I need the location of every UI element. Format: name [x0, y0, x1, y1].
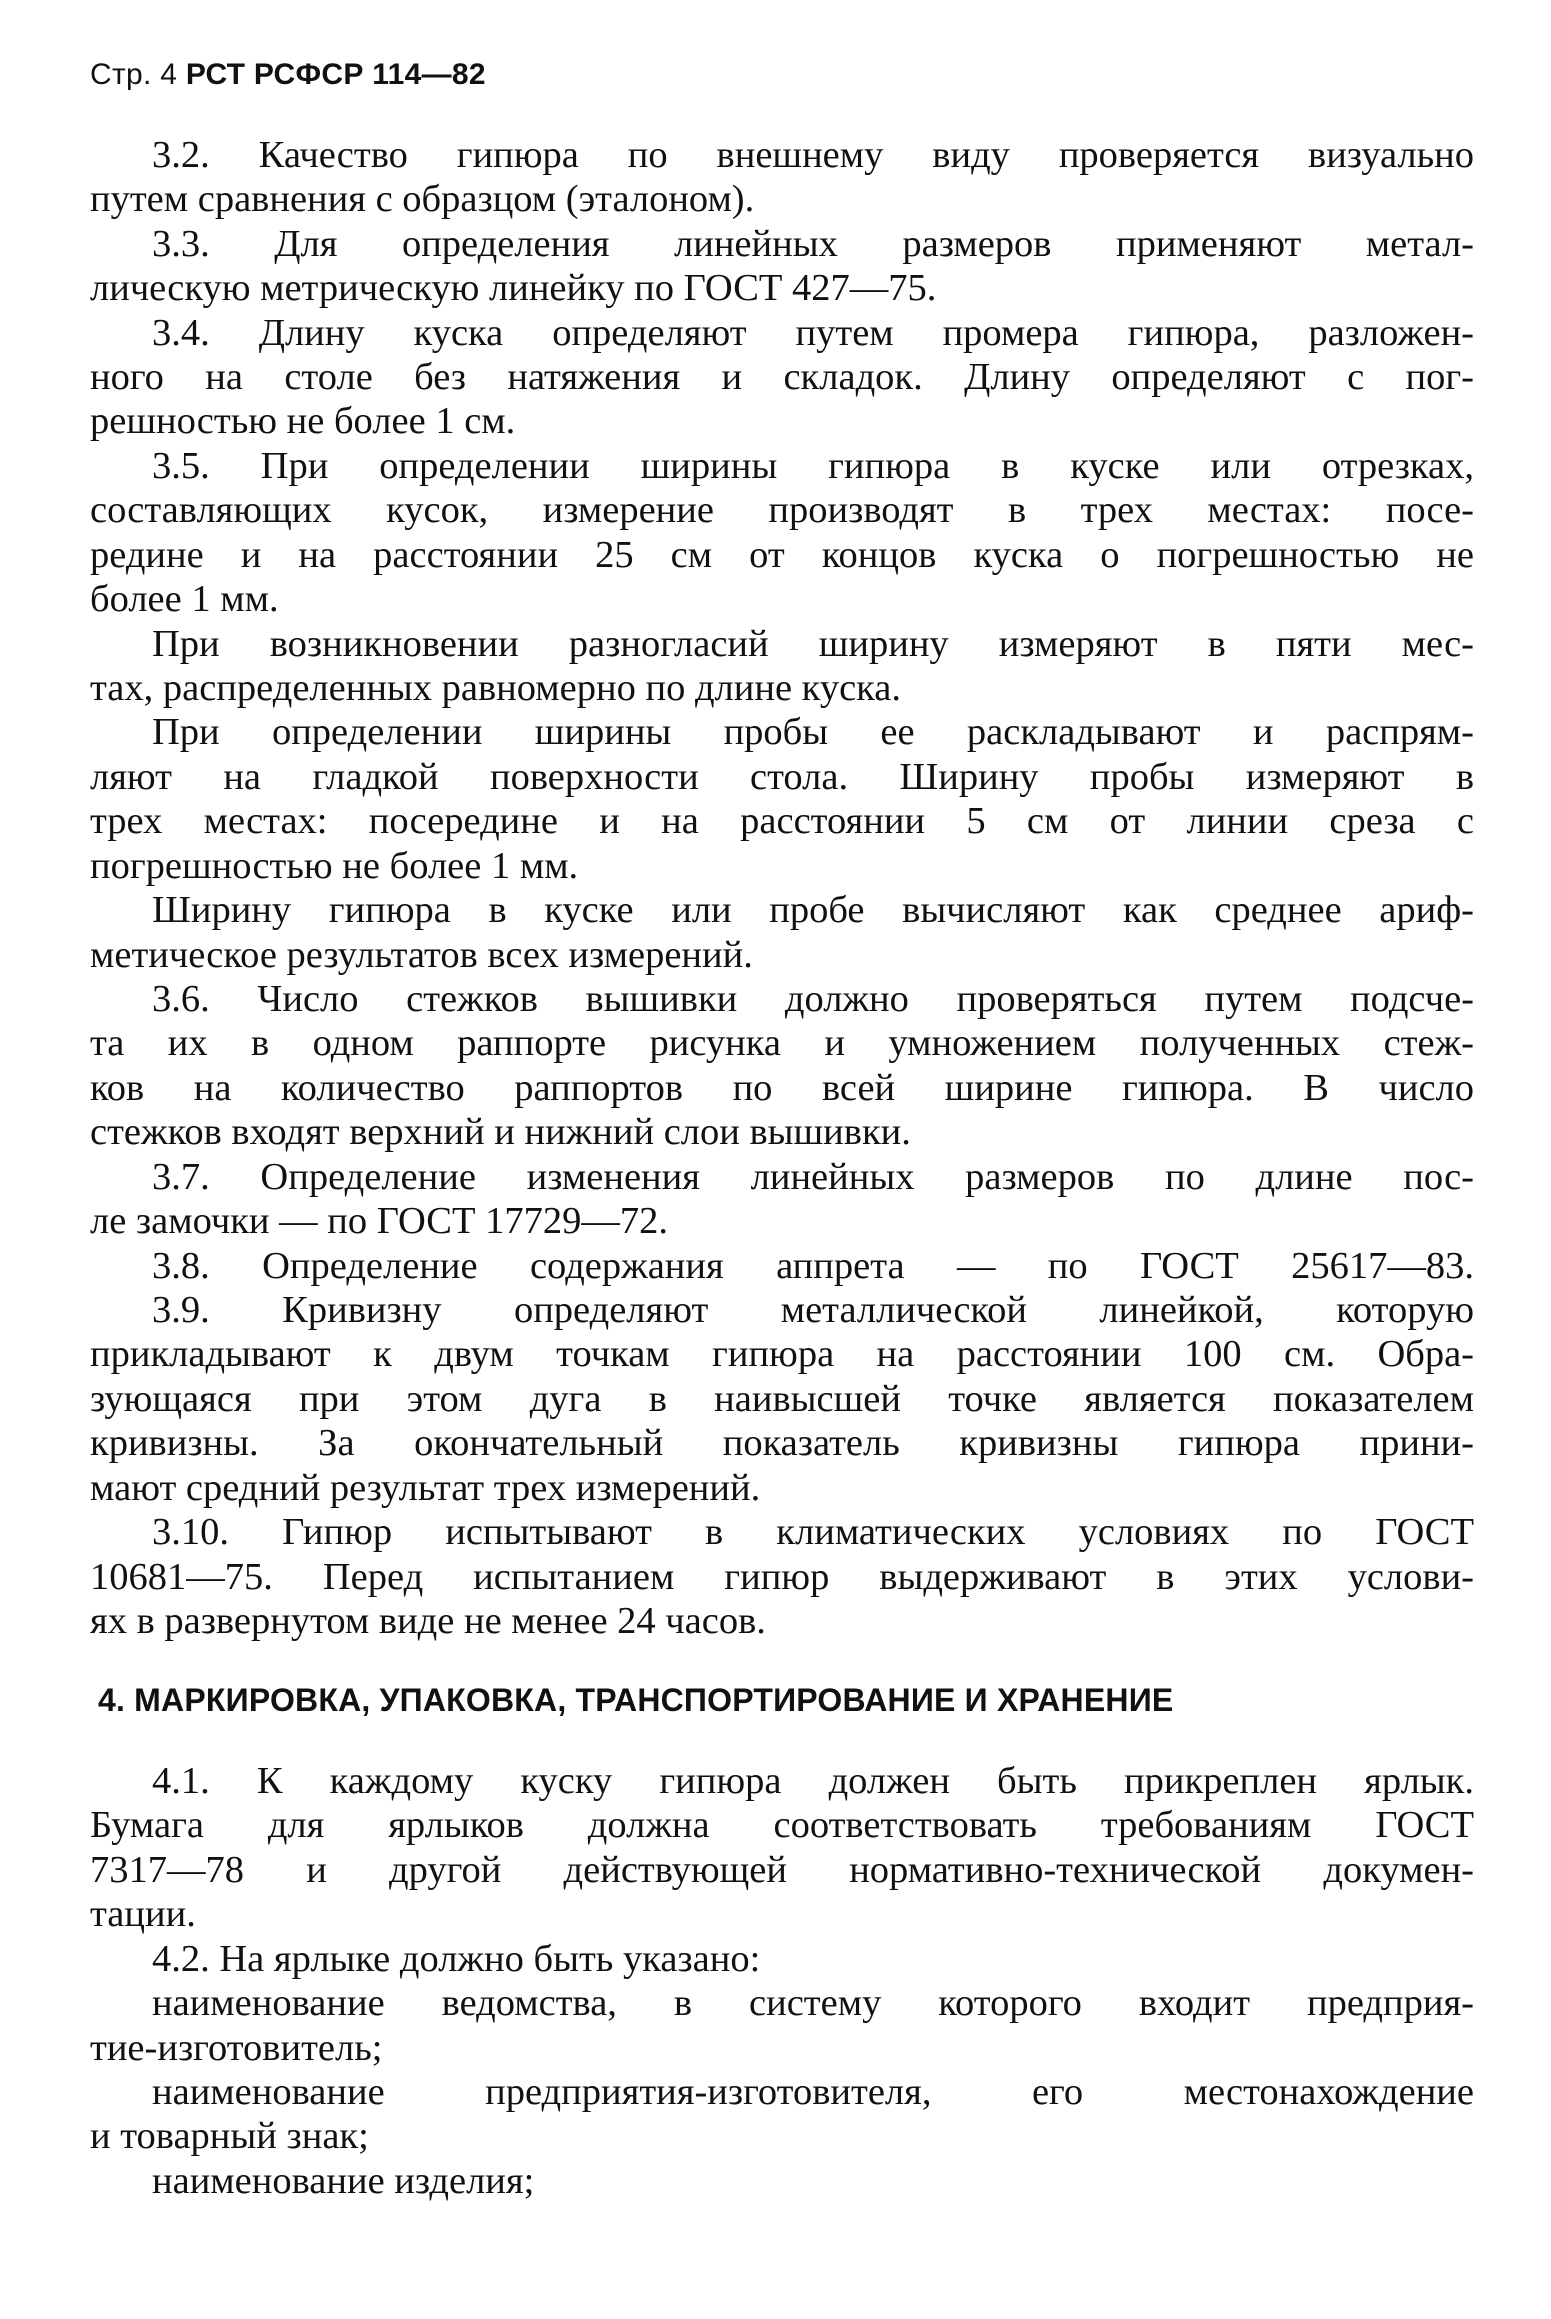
text-line: 4.1. К каждому куску гипюра должен быть прикреплен ярлык.: [152, 1760, 1474, 1802]
text-line: 3.9. Кривизну определяют металлической линейкой, которую: [152, 1289, 1474, 1331]
text-line: ле замочки — по ГОСТ 17729—72.: [90, 1200, 669, 1242]
text-line: 10681—75. Перед испытанием гипюр выдерживают в этих услови-: [90, 1556, 1474, 1598]
text-line: При определении ширины пробы ее раскладывают и распрям-: [152, 711, 1474, 753]
standard-designation: РСТ РСФСР 114—82: [185, 58, 486, 91]
text-line: тации.: [90, 1893, 196, 1935]
text-line: мают средний результат трех измерений.: [90, 1467, 761, 1509]
text-line: решностью не более 1 см.: [90, 400, 516, 442]
text-line: наименование ведомства, в систему которого входит предприя-: [152, 1982, 1474, 2024]
text-line: более 1 мм.: [90, 578, 279, 620]
text-line: тие-изготовитель;: [90, 2027, 383, 2069]
text-line: 3.4. Длину куска определяют путем промера гипюра, разложен-: [152, 312, 1474, 354]
text-line: 4.2. На ярлыке должно быть указано:: [152, 1938, 761, 1980]
section-heading: 4. МАРКИРОВКА, УПАКОВКА, ТРАНСПОРТИРОВАНИЕ И ХРАНЕНИЕ: [98, 1682, 1174, 1718]
text-line: лическую метрическую линейку по ГОСТ 427—75.: [90, 267, 937, 309]
text-line: 3.5. При определении ширины гипюра в куске или отрезках,: [152, 445, 1474, 487]
text-line: ях в развернутом виде не менее 24 часов.: [90, 1600, 766, 1642]
text-line: кривизны. За окончательный показатель кривизны гипюра прини-: [90, 1422, 1474, 1464]
text-line: метическое результатов всех измерений.: [90, 934, 753, 976]
text-line: 3.2. Качество гипюра по внешнему виду проверяется визуально: [152, 134, 1474, 176]
text-line: редине и на расстоянии 25 см от концов куска о погрешностью не: [90, 534, 1474, 576]
text-line: 7317—78 и другой действующей нормативно-технической докумен-: [90, 1849, 1474, 1891]
text-line: тах, распределенных равномерно по длине куска.: [90, 667, 902, 709]
text-line: 3.10. Гипюр испытывают в климатических условиях по ГОСТ: [152, 1511, 1474, 1553]
text-line: 3.7. Определение изменения линейных размеров по длине пос-: [152, 1156, 1474, 1198]
text-line: Ширину гипюра в куске или пробе вычисляют как среднее ариф-: [152, 889, 1474, 931]
text-line: трех местах: посередине и на расстоянии 5 см от линии среза с: [90, 800, 1474, 842]
text-line: 3.3. Для определения линейных размеров применяют метал-: [152, 223, 1474, 265]
text-line: наименование изделия;: [152, 2160, 535, 2202]
text-line: 3.6. Число стежков вышивки должно проверяться путем подсче-: [152, 978, 1474, 1020]
text-line: путем сравнения с образцом (эталоном).: [90, 178, 755, 220]
page-header: [90, 58, 486, 92]
text-line: ков на количество раппортов по всей ширине гипюра. В число: [90, 1067, 1474, 1109]
page-number: Стр. 4: [90, 58, 178, 91]
text-line: зующаяся при этом дуга в наивысшей точке является показателем: [90, 1378, 1474, 1420]
text-line: ного на столе без натяжения и складок. Длину определяют с пог-: [90, 356, 1474, 398]
text-line: та их в одном раппорте рисунка и умножением полученных стеж-: [90, 1022, 1474, 1064]
text-line: составляющих кусок, измерение производят в трех местах: посе-: [90, 489, 1474, 531]
text-line: и товарный знак;: [90, 2115, 369, 2157]
text-line: прикладывают к двум точкам гипюра на расстоянии 100 см. Обра-: [90, 1333, 1474, 1375]
text-line: При возникновении разногласий ширину измеряют в пяти мес-: [152, 623, 1474, 665]
text-line: ляют на гладкой поверхности стола. Ширину пробы измеряют в: [90, 756, 1474, 798]
text-line: погрешностью не более 1 мм.: [90, 845, 579, 887]
text-line: стежков входят верхний и нижний слои вышивки.: [90, 1111, 911, 1153]
text-line: 3.8. Определение содержания аппрета — по ГОСТ 25617—83.: [152, 1245, 1474, 1287]
text-line: Бумага для ярлыков должна соответствовать требованиям ГОСТ: [90, 1804, 1474, 1846]
text-line: наименование предприятия-изготовителя, его местонахождение: [152, 2071, 1474, 2113]
